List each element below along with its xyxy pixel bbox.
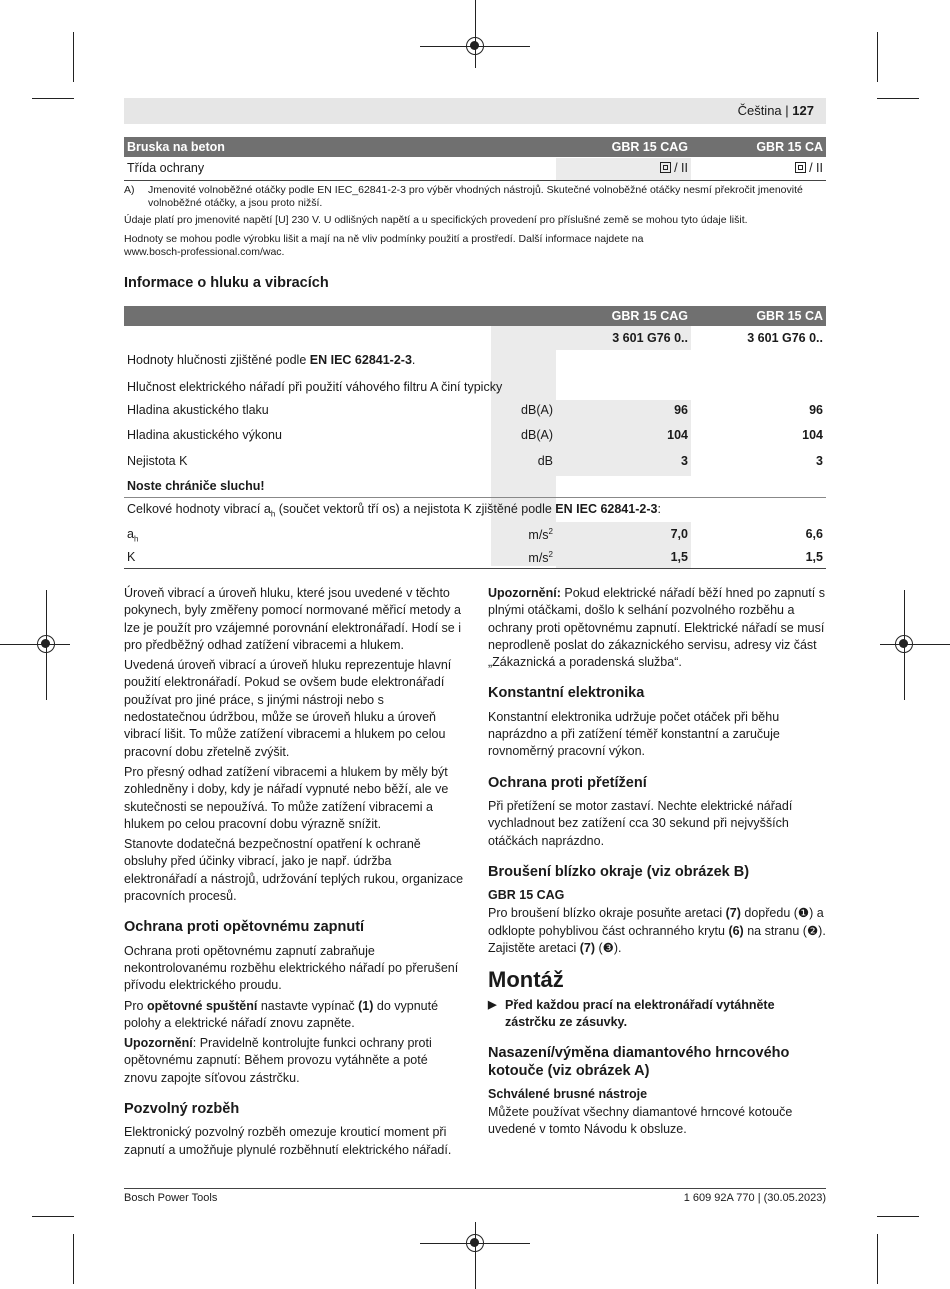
warning-text: Před každou prací na elektronářadí vytáhněte zástrčku ze zásuvky.: [505, 997, 775, 1029]
noise-table-bottom-rule: [124, 568, 826, 569]
paragraph: Při přetížení se motor zastaví. Nechte elektrické nářadí vychladnout bez zatížení cca 30 sekund při nejvyšších otáčkách naprázdno.: [488, 798, 793, 848]
text: Pro: [124, 998, 147, 1013]
article-number-2: 3 601 G76 0..: [747, 331, 823, 345]
text: na stranu (❷). Zajistěte aretaci: [488, 923, 826, 956]
row-value-1: 96: [674, 403, 688, 417]
registration-target-top-icon: [466, 37, 484, 55]
left-column: [124, 585, 464, 1162]
hearing-protection-text: Noste chrániče sluchu!: [127, 479, 265, 493]
row-unit: dB(A): [521, 403, 553, 417]
noise-article-row: [124, 331, 826, 349]
crop-mark-tl-h: [32, 98, 74, 99]
crop-mark-tr-v: [877, 32, 878, 82]
header-separator: |: [785, 103, 789, 118]
noise-intro-period: .: [411, 353, 416, 367]
footnote-a-marker: A): [124, 184, 135, 196]
row-value-1: 104: [667, 428, 688, 442]
vib-intro-standard: EN IEC 62841-2-3: [555, 502, 658, 516]
article-number-1: 3 601 G76 0..: [612, 331, 688, 345]
text: dopředu (❶) a odklopte pohyblivou část ochranného krytu: [488, 906, 824, 938]
spec-table-title: Bruska na beton: [127, 140, 225, 154]
section-heading: Ochrana proti přetížení: [488, 774, 647, 791]
crop-mark-tr-h: [877, 98, 919, 99]
row-value-2: 3: [816, 454, 823, 468]
part-reference: (6): [728, 923, 744, 938]
noise-weighted-text: Hlučnost elektrického nářadí při použití váhového filtru A činí typicky: [127, 380, 503, 394]
text: (❸).: [595, 941, 622, 956]
noise-intro-standard: EN IEC 62841-2-3: [309, 353, 412, 367]
paragraph: Úroveň vibrací a úroveň hluku, které jsou uvedené v těchto pokynech, byly změřeny pomocí normované měřicí metody a lze je použít pro vzájemné porovnání elektronářadí. Hodí se i pro předběžný odhad zatížení vibracemi a hlukem.: [124, 586, 461, 652]
text: do vypnuté polohy a elektrické nářadí znovu zapněte.: [124, 998, 439, 1030]
paragraph: Uvedená úroveň vibrací a úroveň hluku reprezentuje hlavní použití elektronářadí. Pokud se ovšem bude elektronářadí používat pro jiné práce, s jinými nástroji nebo s nedostatečnou údržbou, může se úroveň hluku a úroveň vibrací lišit. To může zatížení vibracemi a hlukem po celou pracovní dobu zřetelně zvýšit.: [124, 658, 452, 759]
text: Pokud elektrické nářadí běží hned po zapnutí s plnými otáčkami, došlo k selhání pozvolného rozběhu a ochrany proti opětovnému zapnutí. Elektrické nářadí se musí neprodleně poslat do zákaznického servisu, adresy viz část „Zákaznická a poradenská služba“.: [488, 586, 825, 670]
spec-table-bottom-rule: [124, 180, 826, 181]
footnote-values: Hodnoty se mohou podle výrobku lišit a mají na ně vliv podmínky použití a prostředí. Další informace najdete na www.bosch-professional.com/wac.: [124, 233, 644, 258]
row-value-2: 6,6: [805, 527, 823, 541]
part-reference: (1): [358, 998, 374, 1013]
row-label: Hladina akustického tlaku: [127, 403, 269, 417]
registration-target-bottom-icon: [466, 1234, 484, 1252]
paragraph: Ochrana proti opětovnému zapnutí zabraňuje nekontrolovanému rozběhu elektrického nářadí po přerušení přívodu elektrického proudu.: [124, 943, 459, 993]
footnote-voltage: Údaje platí pro jmenovité napětí [U] 230 V. U odlišných napětí a u specifických provedení pro příslušné země se mohou tyto údaje lišit.: [124, 214, 748, 226]
crop-mark-bl-v: [73, 1234, 74, 1284]
spec-row-label: Třída ochrany: [127, 161, 205, 175]
double-insulation-icon: [795, 162, 806, 173]
registration-line-top-v: [475, 0, 476, 68]
registration-line-left-h: [0, 644, 70, 645]
header-language: Čeština: [737, 103, 782, 118]
row-unit: dB: [537, 454, 553, 468]
paragraph: Pro přesný odhad zatížení vibracemi a hlukem by měly být zohledněny i doby, kdy je nářadí vypnuté nebo běží, ale ve skutečnosti se nepoužívá. To může zatížení vibracemi a hlukem po celou pracovní dobu výrazně snížit.: [124, 764, 449, 831]
paragraph: [488, 585, 826, 671]
spec-row-protection-class: [124, 161, 826, 179]
row-unit: dB(A): [521, 428, 553, 442]
section-heading: Nasazení/výměna diamantového hrncového kotouče (viz obrázek A): [488, 1045, 790, 1079]
row-unit: m/s: [528, 528, 549, 543]
noise-col-gbr15ca: GBR 15 CA: [756, 309, 823, 323]
noise-intro-text: Hodnoty hlučnosti zjištěné podle: [127, 353, 310, 367]
note-label: Upozornění: [124, 1036, 193, 1051]
row-label: K: [127, 550, 136, 564]
section-heading: Ochrana proti opětovnému zapnutí: [124, 919, 365, 936]
text: : Pravidelně kontrolujte funkci ochrany proti opětovnému zapnutí: Během provozu vytáhněte a poté znovu zapojte síťovou zástrčku.: [124, 1036, 432, 1085]
registration-target-right-icon: [895, 635, 913, 653]
footer-doc-number: 1 609 92A 770 | (30.05.2023): [683, 1192, 826, 1204]
crop-mark-br-h: [877, 1216, 919, 1217]
row-label: Hladina akustického výkonu: [127, 428, 282, 442]
part-reference: (7): [725, 906, 741, 921]
footer-brand: Bosch Power Tools: [124, 1192, 218, 1204]
row-unit-sup: 2: [548, 550, 553, 559]
paragraph: Stanovte dodatečná bezpečnostní opatření k ochraně obsluhy před účinky vibrací, jako je např. údržba elektronářadí a nástrojů, udržování teplých rukou, organizace pracovních procesů.: [124, 837, 464, 904]
note-label: Upozornění:: [488, 586, 561, 600]
vib-intro-sub: h: [270, 509, 276, 519]
row-value-2: 96: [809, 403, 823, 417]
page-number: 127: [792, 103, 814, 118]
section-heading: Konstantní elektronika: [488, 685, 645, 702]
bold-term: opětovné spuštění: [146, 998, 258, 1013]
row-label: a: [127, 527, 134, 541]
section-heading: Broušení blízko okraje (viz obrázek B): [488, 863, 750, 880]
noise-table-header: [124, 306, 826, 326]
vib-intro-text: Celkové hodnoty vibrací a: [127, 502, 271, 516]
row-label-sub: h: [133, 534, 139, 544]
registration-line-bottom-v: [475, 1222, 476, 1289]
warning-item: [488, 997, 826, 1032]
section-heading: Pozvolný rozběh: [124, 1101, 240, 1118]
paragraph: Můžete používat všechny diamantové hrncové kotouče uvedené v tomto Návodu k obsluze.: [488, 1105, 793, 1137]
noise-section-heading: Informace o hluku a vibracích: [124, 275, 329, 291]
sub-heading: Schválené brusné nástroje: [488, 1086, 648, 1101]
row-value-1: 7,0: [670, 527, 688, 541]
warning-arrow-icon: ▶: [488, 998, 497, 1011]
crop-mark-bl-h: [32, 1216, 74, 1217]
vib-intro-mid: (součet vektorů tří os) a nejistota K zjištěné podle: [275, 502, 556, 516]
paragraph: [124, 1035, 464, 1087]
row-unit-sup: 2: [548, 527, 553, 536]
spec-row-value-1: / II: [674, 161, 688, 175]
spec-table-header: [124, 137, 826, 157]
registration-target-left-icon: [37, 635, 55, 653]
right-column: [488, 585, 826, 1142]
row-value-2: 1,5: [805, 550, 823, 564]
double-insulation-icon: [660, 162, 671, 173]
paragraph: Elektronický pozvolný rozběh omezuje krouticí moment při zapnutí a umožňuje plynulé rozběhnutí elektrického nářadí.: [124, 1125, 452, 1157]
chapter-heading: Montáž: [488, 967, 564, 993]
row-label: Nejistota K: [127, 454, 188, 468]
crop-mark-tl-v: [73, 32, 74, 82]
row-value-1: 1,5: [670, 550, 688, 564]
registration-line-right-h: [880, 644, 950, 645]
spec-col-gbr15cag: GBR 15 CAG: [611, 140, 688, 154]
text: nastavte vypínač: [257, 998, 359, 1013]
text: Pro broušení blízko okraje posuňte aretaci: [488, 906, 726, 921]
noise-col-gbr15cag: GBR 15 CAG: [611, 309, 688, 323]
paragraph: [124, 998, 464, 1033]
footer-rule: [124, 1188, 826, 1189]
row-unit: m/s: [528, 551, 549, 566]
row-value-2: 104: [802, 428, 823, 442]
footnote-a-text: Jmenovité volnoběžné otáčky podle EN IEC_62841-2-3 pro výběr vhodných nástrojů. Skutečné volnoběžné otáčky nesmí překročit jmenovité volnoběžné otáčky, a jsou proto nižší.: [148, 184, 803, 209]
vib-intro-colon: :: [657, 502, 661, 516]
row-value-1: 3: [681, 454, 688, 468]
paragraph: [488, 905, 826, 957]
paragraph: Konstantní elektronika udržuje počet otáček při běhu naprázdno a při zatížení téměř konstantní a zaručuje rovnoměrný pracovní výkon.: [488, 709, 780, 759]
spec-row-value-2: / II: [809, 161, 823, 175]
part-reference: (7): [579, 941, 595, 956]
noise-table-separator: [124, 497, 826, 498]
sub-heading: GBR 15 CAG: [488, 888, 565, 903]
crop-mark-br-v: [877, 1234, 878, 1284]
page-header: [124, 98, 826, 124]
spec-col-gbr15ca: GBR 15 CA: [756, 140, 823, 154]
